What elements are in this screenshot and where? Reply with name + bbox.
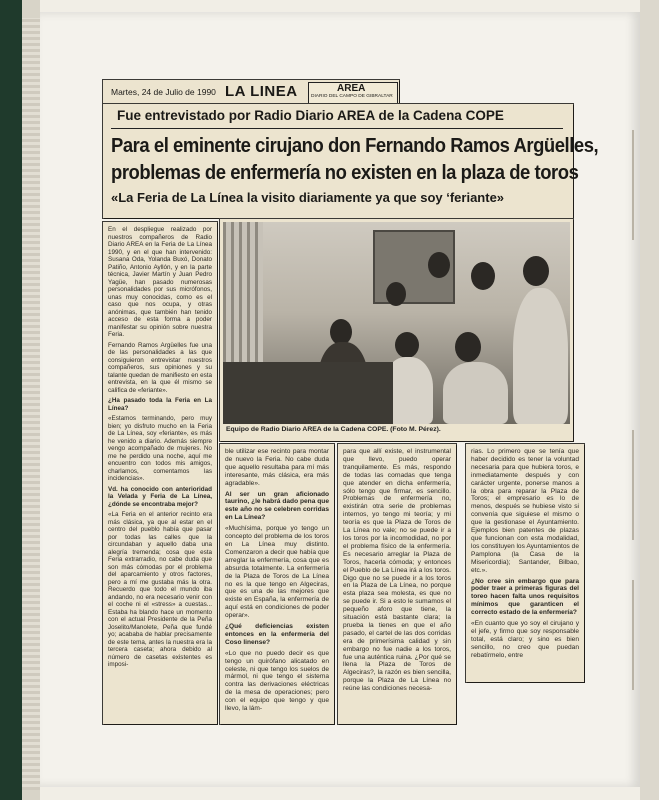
headline-clipping xyxy=(103,104,599,218)
article-paragraph: En el despliegue realizado por nuestros compañeros de Radio Diario AREA en la Feria de La Línea 1990, y en el que han intervenido: Susana Oda, Yolanda Buxó, Donato Patiño, Antonio Ayllón, y en la parte técnica, Javier Martín y Juan Pedro Yagüe, han pasado numerosas personalidades por sus micrófonos, unas muy conocidas, como es el caso que nos ocupa, y otras anónimas, que también han tenido acceso de esta forma a poder manifestar su opinión sobre nuestra Feria. xyxy=(108,226,212,338)
interview-question: ¿Ha pasado toda la Feria en La Línea? xyxy=(108,397,212,412)
article-column-1 xyxy=(103,222,217,724)
masthead-brand: AREA xyxy=(337,83,366,94)
interview-question: ¿Qué deficiencias existen entonces en la enfermería del Coso linense? xyxy=(225,623,329,646)
header-clipping xyxy=(103,80,399,104)
article-column-2 xyxy=(220,444,334,724)
album-spine xyxy=(22,18,40,790)
interview-question: Al ser un gran aficionado taurino, ¿le habrá dado pena que este año no se celebren corridas en La Línea? xyxy=(225,490,329,522)
person-head xyxy=(455,332,481,362)
person-head xyxy=(471,262,495,290)
article-paragraph: para que allí existe, el instrumental que llevo, puedo operar tranquilamente. Es más, respondo de todas las cornadas que tenga que atender en dicha enfermería, sólo tengo que firmar, es sencillo. Problemas de enfermería no, existirán otra serie de problemas internos, yo tengo mi teoría; y mi teoría es que la Plaza de Toros de La Línea no vale; no se puede ir a los toros por la incomodidad, no por el problema físico de la enfermería. Es necesario arreglar la Plaza de Toros, hacerla cómoda; y entonces el Pueblo de La Línea irá a los toros. Digo que no se puede ir a los toros en la Plaza de La Línea, no porque esta plaza sea molesta, es que no se puede ir. Si a esto le sumamos el pequeño aforo que tiene, la situación está bastante clara; la prueba la tienes en que el año pasado, el cartel de las dos corridas era de primerísima calidad y sin embargo no fue nadie a los toros, fue una auténtica ruina. ¿Por qué se llena la Plaza de Toros de Algeciras?, la razón es bien sencilla, porque la Plaza de La Línea no reúne las condiciones necesa- xyxy=(343,448,451,693)
article-paragraph: «La Feria en el anterior recinto era más clásica, ya que al estar en el centro del pueblo había que pasar por todas las calles que la circundaban y aquello daba una alegría tremenda; cosa que esta Feria extrarradio, no cabe duda que son más cómodas por el problema del aparcamiento y otros factores, pero a mí me gustaba más la otra. Recuerdo que todo el mundo iba andando, no era necesario venir con el coche ni el «stress» a cuestas... Estaba ha blando hace un momento con el actual Presidente de la Peña Joselito/Manolete, Peña que fundé yo; acababa de hablar precisamente de este tema, antes la nuestra era la tercera caseta; ahora debido al número de casetas existentes es imposi- xyxy=(108,511,212,668)
person-head xyxy=(386,282,406,306)
issue-date: Martes, 24 de Julio de 1990 xyxy=(111,87,216,97)
radio-team-photo xyxy=(223,222,570,424)
subheadline: «La Feria de La Línea la visito diariamente ya que soy ‘feriante» xyxy=(111,190,505,205)
kicker: Fue entrevistado por Radio Diario AREA de la Cadena COPE xyxy=(117,108,504,123)
article-paragraph: «Lo que no puedo decir es que tengo un quirófano alicatado en celeste, ni que tengo los suelos de mármol, ni que tengo el sistema contra las derivaciones eléctricas de la mesa de operaciones; pero con el equipo que tengo y que llevo, la lám- xyxy=(225,649,329,713)
article-paragraph: Fernando Ramos Argüelles fue una de las personalidades a las que consiguieron entrevistar nuestros compañeros, sus opiniones y su talante quedan de manifiesto en esta entrevista, en la que él mismo se califica de «feriante». xyxy=(108,341,212,394)
person-head xyxy=(428,252,450,278)
page-crease xyxy=(632,430,642,540)
person-head xyxy=(395,332,419,358)
article-paragraph: rias. Lo primero que se tenía que haber decidido es tener la voluntad necesaria para que hubiera toros, e inmediatamente después y con carácter urgente, ponerse manos a la obra para reparar la Plaza de Toros; el empresario es lo de menos, después se hubiese visto si convenía que siguiese el mismo o que la gestionase el Ayuntamiento. Ejemplos bien patentes de plazas que funcionan con esta modalidad, los constituyen los Ayuntamientos de Pamplona (la Casa de la Misericordia); Santander, Bilbao, etc.». xyxy=(471,448,580,574)
article-paragraph: ble utilizar ese recinto para montar de nuevo la Feria. No cabe duda que aquello resultaba para mí más interesante, más clásica, era más agradable». xyxy=(225,448,329,487)
window-blind xyxy=(223,222,263,362)
headline-line-2: problemas de enfermería no existen en la plaza de toros xyxy=(111,161,579,184)
masthead-subtitle: DIARIO DEL CAMPO DE GIBRALTAR xyxy=(311,94,393,99)
photo-caption: Equipo de Radio Diario AREA de la Cadena COPE. (Foto M. Pérez). xyxy=(226,426,441,433)
rule xyxy=(111,128,563,129)
interview-question: ¿No cree sin embargo que para poder traer a primeras figuras del toreo hacen falta unos requisitos mínimos que garanticen el correcto estado de la enfermería? xyxy=(471,577,579,617)
person-body xyxy=(513,288,568,424)
person-body xyxy=(443,362,508,424)
article-paragraph: «Muchísima, porque yo tengo un concepto del problema de los toros en La Línea muy distinto. Comenzaron a decir que había que arreglar la enfermería, cosa que es absurda totalmente. La enfermería de la Plaza de Toros de La Línea no es la que tengo en Algeciras, que es una de las mejores que existe en España, la enfermería de aquí está en condiciones de poder operar». xyxy=(225,525,329,620)
page-crease xyxy=(632,580,642,690)
article-paragraph: «Estamos terminando, pero muy bien; yo disfruto mucho en la Feria de La Línea, soy «feriante», es más he venido a diario. Además siempre vengo acompañado de mujeres. No me he perdido una noche, aquí me encuentro con todos mis amigos, charlamos, comentamos las incidencias». xyxy=(108,415,212,482)
masthead-box xyxy=(308,82,398,104)
article-paragraph: «En cuanto que yo soy el cirujano y el jefe, y firmo que soy responsable total, está claro; y sino es bien sencillo, no creo que puedan rebatírmelo, entre xyxy=(471,620,579,659)
person-head xyxy=(523,256,549,286)
interview-question: Vd. ha conocido con anterioridad la Velada y Feria de La Línea, ¿dónde se encontraba mejor? xyxy=(108,485,212,508)
section-name: LA LINEA xyxy=(225,83,298,100)
article-column-4 xyxy=(466,444,584,682)
broadcast-equipment xyxy=(223,362,393,424)
article-column-3 xyxy=(338,444,456,724)
page-crease xyxy=(632,130,642,240)
headline-line-1: Para el eminente cirujano don Fernando Ramos Argüelles, xyxy=(111,134,599,157)
